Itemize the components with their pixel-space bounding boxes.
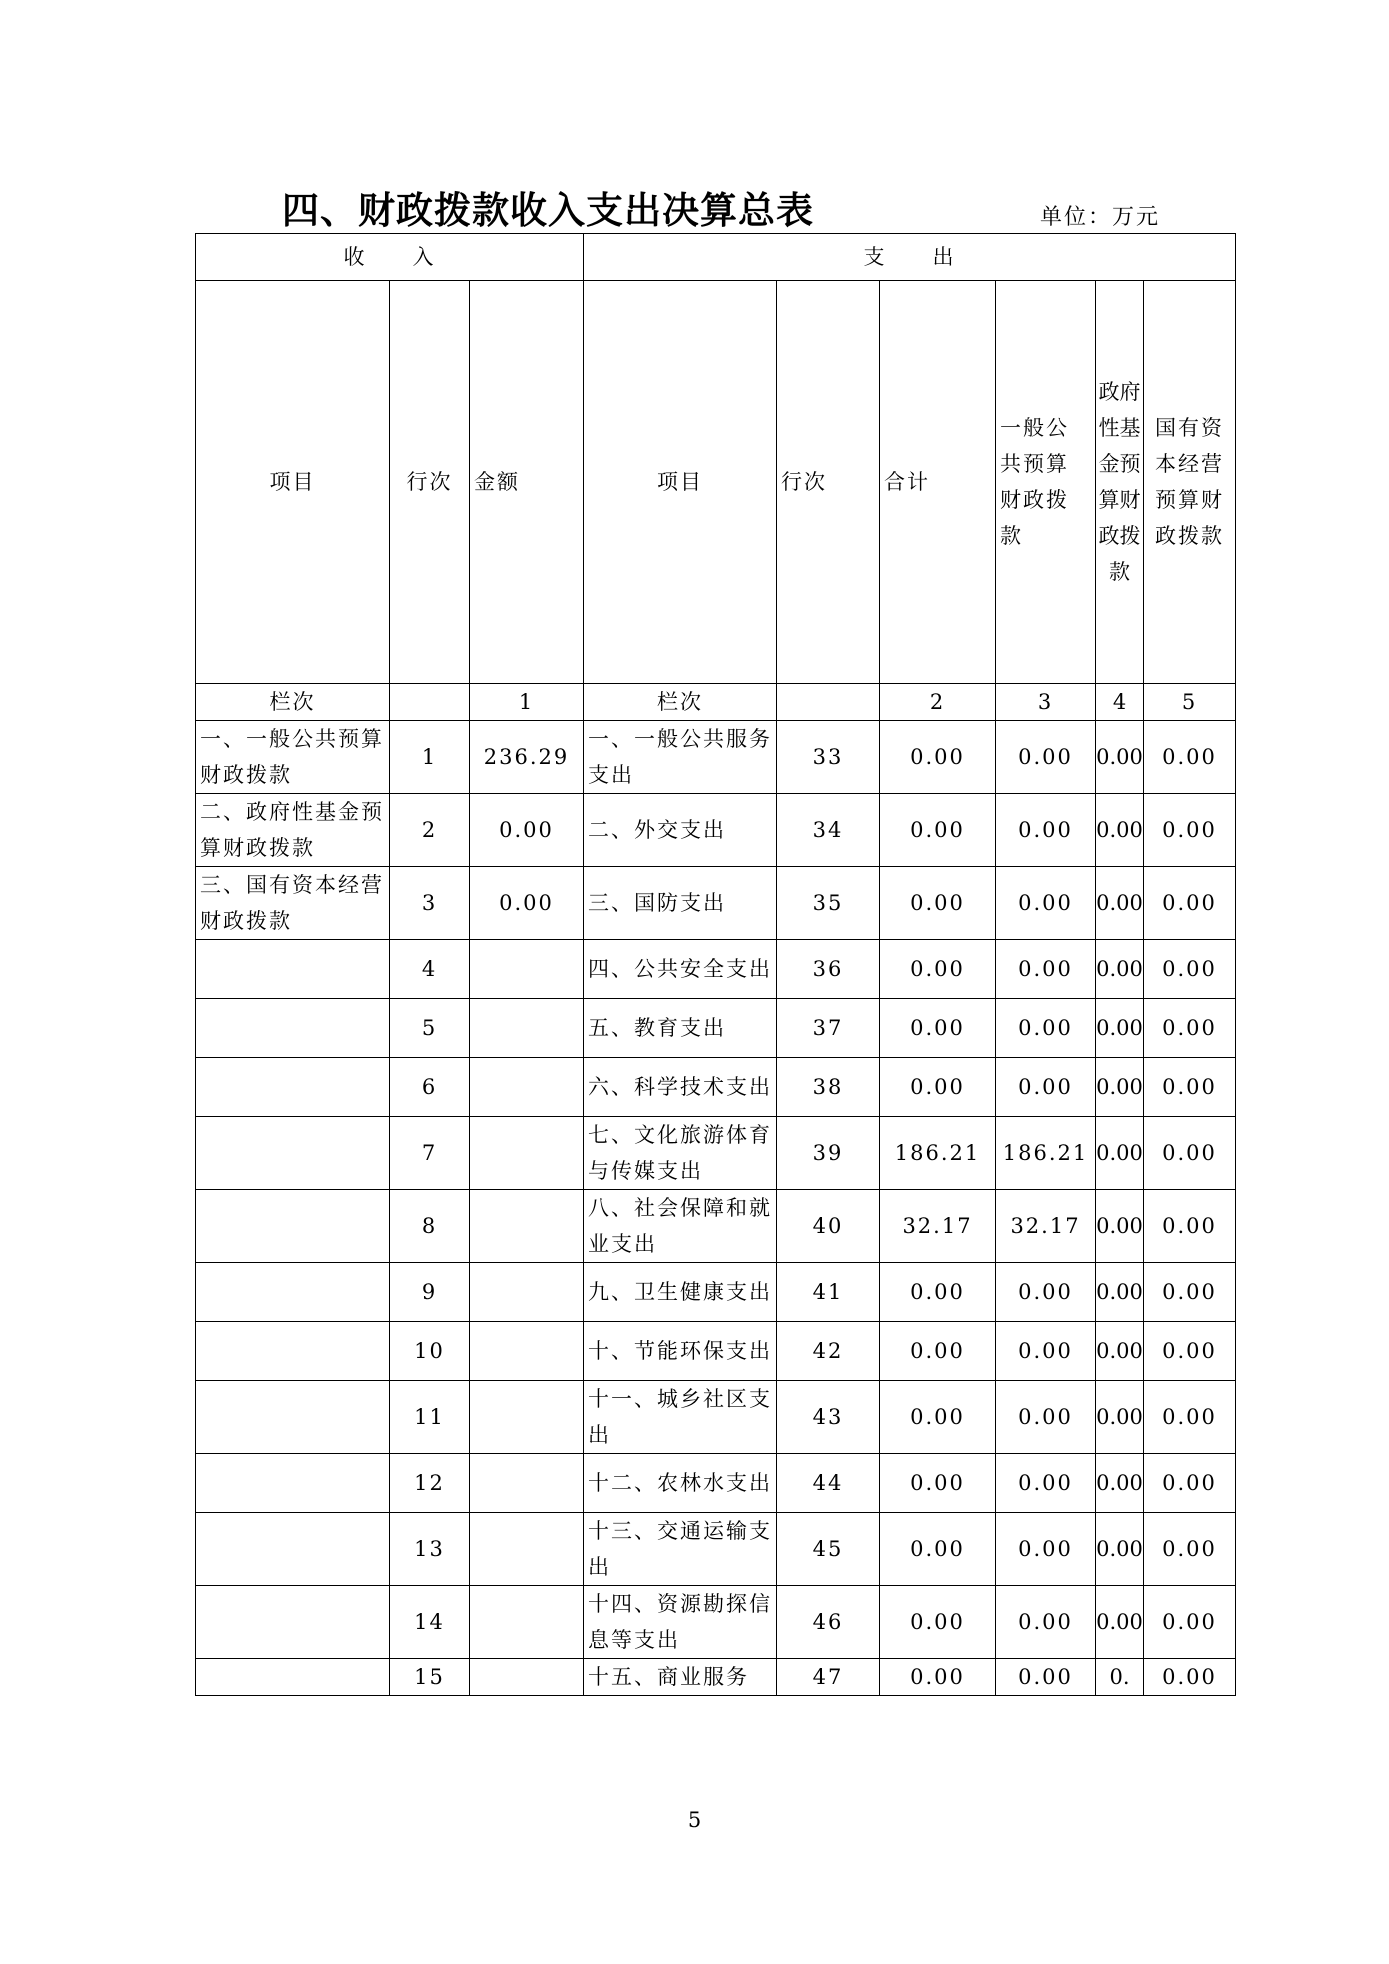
total-value: 0.00	[880, 999, 996, 1058]
state-capital-value: 0.00	[1144, 1322, 1236, 1381]
income-item	[196, 1117, 390, 1190]
income-row-no: 9	[390, 1263, 470, 1322]
gov-fund-value: 0.00	[1096, 1058, 1144, 1117]
income-row-no: 7	[390, 1117, 470, 1190]
expense-item: 一、一般公共服务支出	[584, 721, 777, 794]
income-item: 三、国有资本经营财政拨款	[196, 867, 390, 940]
income-item	[196, 1513, 390, 1586]
header-expense-item: 项目	[584, 281, 777, 684]
income-amount	[470, 1322, 584, 1381]
expense-row-no: 47	[777, 1659, 880, 1696]
gov-fund-value: 0.00	[1096, 1322, 1144, 1381]
general-budget-value: 0.00	[996, 1659, 1096, 1696]
table-row	[196, 867, 1236, 940]
gov-fund-value: 0.00	[1096, 1381, 1144, 1454]
state-capital-value: 0.00	[1144, 1058, 1236, 1117]
expense-item: 十三、交通运输支出	[584, 1513, 777, 1586]
expense-item: 九、卫生健康支出	[584, 1263, 777, 1322]
income-amount	[470, 1190, 584, 1263]
income-item	[196, 999, 390, 1058]
table-row	[196, 1659, 1236, 1696]
col-index-5: 5	[1144, 684, 1236, 721]
table-row	[196, 940, 1236, 999]
expense-row-no: 40	[777, 1190, 880, 1263]
general-budget-value: 0.00	[996, 1322, 1096, 1381]
header-gov-fund: 政府性基金预算财政拨款	[1096, 281, 1144, 684]
gov-fund-value: 0.00	[1096, 794, 1144, 867]
state-capital-value: 0.00	[1144, 1513, 1236, 1586]
table-row	[196, 1381, 1236, 1454]
income-amount	[470, 1513, 584, 1586]
income-item	[196, 1659, 390, 1696]
income-row-no: 10	[390, 1322, 470, 1381]
table-row	[196, 1322, 1236, 1381]
income-row-no: 12	[390, 1454, 470, 1513]
expense-row-no: 35	[777, 867, 880, 940]
income-amount	[470, 1117, 584, 1190]
col-index-4: 4	[1096, 684, 1144, 721]
expense-row-no: 45	[777, 1513, 880, 1586]
state-capital-value: 0.00	[1144, 1659, 1236, 1696]
total-value: 32.17	[880, 1190, 996, 1263]
expense-item: 七、文化旅游体育与传媒支出	[584, 1117, 777, 1190]
general-budget-value: 0.00	[996, 794, 1096, 867]
expense-row-no: 46	[777, 1586, 880, 1659]
state-capital-value: 0.00	[1144, 1190, 1236, 1263]
unit-label: 单位：万元	[1040, 205, 1161, 230]
header-total: 合计	[880, 281, 996, 684]
header-general-budget: 一般公共预算财政拨款	[996, 281, 1096, 684]
gov-fund-value: 0.00	[1096, 999, 1144, 1058]
state-capital-value: 0.00	[1144, 867, 1236, 940]
income-group-header: 收 入	[196, 234, 584, 281]
page-number: 5	[687, 1808, 702, 1832]
income-amount	[470, 1263, 584, 1322]
table-row	[196, 1454, 1236, 1513]
gov-fund-value: 0.00	[1096, 940, 1144, 999]
header-amount: 金额	[470, 281, 584, 684]
gov-fund-value: 0.00	[1096, 1117, 1144, 1190]
income-row-no: 11	[390, 1381, 470, 1454]
expense-group-header: 支 出	[584, 234, 1236, 281]
expense-row-no: 43	[777, 1381, 880, 1454]
income-amount	[470, 1058, 584, 1117]
gov-fund-value: 0.00	[1096, 1190, 1144, 1263]
expense-row-no: 44	[777, 1454, 880, 1513]
col-index-empty	[390, 684, 470, 721]
expense-row-no: 41	[777, 1263, 880, 1322]
expense-row-no: 33	[777, 721, 880, 794]
table-row	[196, 1263, 1236, 1322]
income-amount	[470, 1586, 584, 1659]
table-row	[196, 1513, 1236, 1586]
income-row-no: 5	[390, 999, 470, 1058]
total-value: 0.00	[880, 1586, 996, 1659]
col-index-2: 2	[880, 684, 996, 721]
table-row	[196, 794, 1236, 867]
income-item	[196, 1190, 390, 1263]
expense-item: 十四、资源勘探信息等支出	[584, 1586, 777, 1659]
income-item: 一、一般公共预算财政拨款	[196, 721, 390, 794]
fiscal-appropriation-table	[195, 233, 1236, 1696]
income-item	[196, 1058, 390, 1117]
general-budget-value: 0.00	[996, 1263, 1096, 1322]
expense-item: 五、教育支出	[584, 999, 777, 1058]
income-item	[196, 1263, 390, 1322]
state-capital-value: 0.00	[1144, 1454, 1236, 1513]
state-capital-value: 0.00	[1144, 721, 1236, 794]
header-state-capital: 国有资本经营预算财政拨款	[1144, 281, 1236, 684]
expense-item: 八、社会保障和就业支出	[584, 1190, 777, 1263]
expense-row-no: 42	[777, 1322, 880, 1381]
total-value: 0.00	[880, 794, 996, 867]
total-value: 0.00	[880, 721, 996, 794]
general-budget-value: 0.00	[996, 999, 1096, 1058]
total-value: 0.00	[880, 867, 996, 940]
income-amount	[470, 999, 584, 1058]
income-row-no: 14	[390, 1586, 470, 1659]
state-capital-value: 0.00	[1144, 999, 1236, 1058]
general-budget-value: 0.00	[996, 940, 1096, 999]
expense-item: 十五、商业服务	[584, 1659, 777, 1696]
income-amount: 236.29	[470, 721, 584, 794]
expense-row-no: 39	[777, 1117, 880, 1190]
table-row	[196, 1586, 1236, 1659]
income-amount	[470, 1381, 584, 1454]
total-value: 0.00	[880, 940, 996, 999]
table-row	[196, 1117, 1236, 1190]
income-row-no: 3	[390, 867, 470, 940]
general-budget-value: 0.00	[996, 867, 1096, 940]
total-value: 0.00	[880, 1513, 996, 1586]
general-budget-value: 0.00	[996, 1454, 1096, 1513]
header-expense-row-no: 行次	[777, 281, 880, 684]
expense-item: 十一、城乡社区支出	[584, 1381, 777, 1454]
expense-item: 三、国防支出	[584, 867, 777, 940]
state-capital-value: 0.00	[1144, 1263, 1236, 1322]
income-row-no: 6	[390, 1058, 470, 1117]
total-value: 0.00	[880, 1659, 996, 1696]
general-budget-value: 0.00	[996, 1381, 1096, 1454]
income-item	[196, 1322, 390, 1381]
table-row	[196, 999, 1236, 1058]
header-income-row-no: 行次	[390, 281, 470, 684]
income-item	[196, 940, 390, 999]
table-row	[196, 721, 1236, 794]
expense-row-no: 36	[777, 940, 880, 999]
col-index-3: 3	[996, 684, 1096, 721]
total-value: 0.00	[880, 1381, 996, 1454]
general-budget-value: 0.00	[996, 721, 1096, 794]
general-budget-value: 32.17	[996, 1190, 1096, 1263]
col-index-label: 栏次	[584, 684, 777, 721]
total-value: 0.00	[880, 1454, 996, 1513]
table-row	[196, 1058, 1236, 1117]
income-amount: 0.00	[470, 794, 584, 867]
income-amount	[470, 940, 584, 999]
state-capital-value: 0.00	[1144, 794, 1236, 867]
income-item	[196, 1454, 390, 1513]
expense-item: 四、公共安全支出	[584, 940, 777, 999]
expense-item: 六、科学技术支出	[584, 1058, 777, 1117]
table-row	[196, 1190, 1236, 1263]
gov-fund-value: 0.00	[1096, 721, 1144, 794]
income-item	[196, 1586, 390, 1659]
income-row-no: 13	[390, 1513, 470, 1586]
expense-row-no: 37	[777, 999, 880, 1058]
income-row-no: 4	[390, 940, 470, 999]
state-capital-value: 0.00	[1144, 940, 1236, 999]
gov-fund-value: 0.00	[1096, 1513, 1144, 1586]
state-capital-value: 0.00	[1144, 1586, 1236, 1659]
header-income-item: 项目	[196, 281, 390, 684]
total-value: 0.00	[880, 1322, 996, 1381]
gov-fund-value: 0.00	[1096, 867, 1144, 940]
general-budget-value: 0.00	[996, 1586, 1096, 1659]
gov-fund-value: 0.00	[1096, 1586, 1144, 1659]
total-value: 0.00	[880, 1058, 996, 1117]
expense-item: 二、外交支出	[584, 794, 777, 867]
col-index-1: 1	[470, 684, 584, 721]
income-item	[196, 1381, 390, 1454]
income-amount: 0.00	[470, 867, 584, 940]
income-amount	[470, 1454, 584, 1513]
col-index-empty	[777, 684, 880, 721]
col-index-label: 栏次	[196, 684, 390, 721]
expense-row-no: 34	[777, 794, 880, 867]
general-budget-value: 0.00	[996, 1058, 1096, 1117]
gov-fund-value: 0.00	[1096, 1263, 1144, 1322]
state-capital-value: 0.00	[1144, 1381, 1236, 1454]
total-value: 0.00	[880, 1263, 996, 1322]
gov-fund-value: 0.	[1096, 1659, 1144, 1696]
income-item: 二、政府性基金预算财政拨款	[196, 794, 390, 867]
income-row-no: 2	[390, 794, 470, 867]
expense-row-no: 38	[777, 1058, 880, 1117]
general-budget-value: 186.21	[996, 1117, 1096, 1190]
income-row-no: 15	[390, 1659, 470, 1696]
income-row-no: 1	[390, 721, 470, 794]
expense-item: 十二、农林水支出	[584, 1454, 777, 1513]
total-value: 186.21	[880, 1117, 996, 1190]
state-capital-value: 0.00	[1144, 1117, 1236, 1190]
page-title: 四、财政拨款收入支出决算总表	[282, 189, 814, 232]
income-row-no: 8	[390, 1190, 470, 1263]
gov-fund-value: 0.00	[1096, 1454, 1144, 1513]
general-budget-value: 0.00	[996, 1513, 1096, 1586]
income-amount	[470, 1659, 584, 1696]
expense-item: 十、节能环保支出	[584, 1322, 777, 1381]
